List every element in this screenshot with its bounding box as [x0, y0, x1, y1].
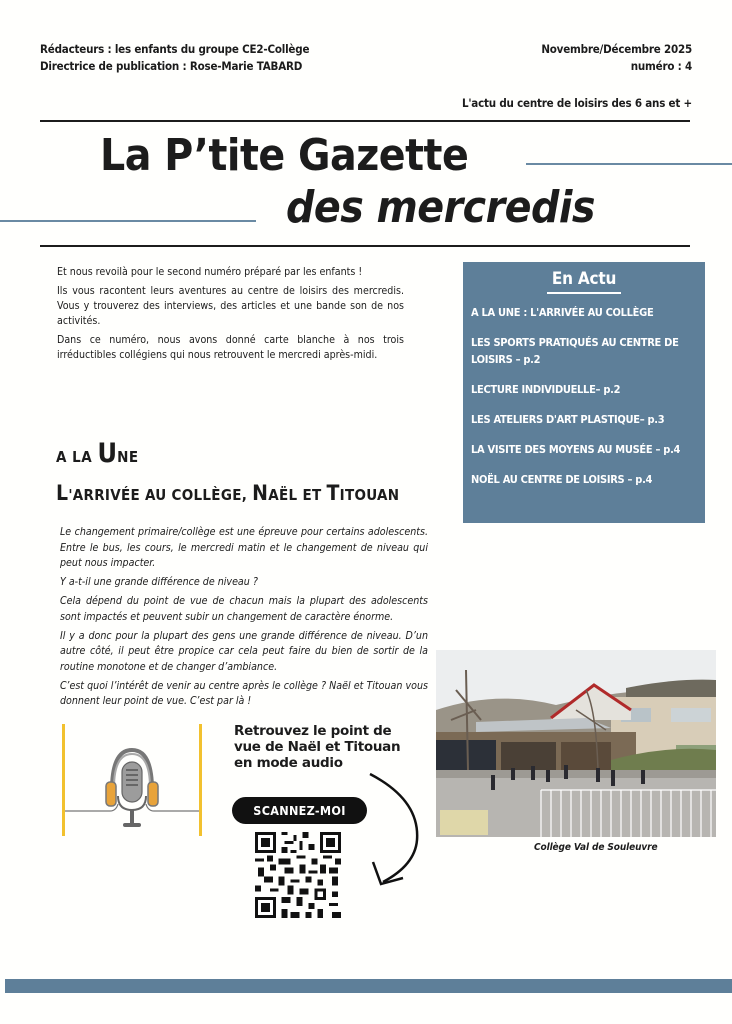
masthead-blue-rule-left	[0, 220, 256, 222]
tagline: L'actu du centre de loisirs des 6 ans et +	[461, 96, 692, 110]
audio-callout	[234, 723, 400, 771]
article-paragraph: Le changement primaire/collège est une épreuve pour certains adolescents. Entre le bus, les cours, le mercredi matin et le changement de niveau qui peut nous impacter.	[60, 526, 428, 569]
headphones-microphone-icon	[60, 724, 204, 836]
section-heading-une	[56, 438, 139, 469]
une-prefix: A LA	[56, 448, 98, 466]
article-paragraph: Il y a donc pour la plupart des gens une grande différence de niveau. D’un autre côté, il peut être propice car cela peut faire du bien de sortir de la routine monotone et de changer d’ambiance.	[60, 629, 428, 673]
footer-bar	[5, 979, 732, 993]
article-body	[60, 525, 428, 713]
curved-arrow-icon	[365, 770, 435, 895]
college-photo	[436, 650, 716, 837]
audio-callout-line: Retrouvez le point de	[234, 723, 392, 739]
masthead-subtitle: des mercredis	[286, 182, 595, 233]
title-text: 'ARRIVÉE AU COLLÈGE,	[68, 486, 253, 504]
title-cap: N	[252, 481, 269, 505]
issue-date: Novembre/Décembre 2025	[541, 42, 692, 56]
editors-line: Rédacteurs : les enfants du groupe CE2-Collège	[40, 42, 310, 56]
en-actu-item[interactable]: LA VISITE DES MOYENS AU MUSÉE – p.4	[471, 443, 681, 456]
photo-caption: Collège Val de Souleuvre	[534, 842, 658, 853]
title-text: AËL ET	[268, 486, 327, 504]
title-text: ITOUAN	[339, 486, 400, 504]
masthead-top-rule	[40, 120, 690, 122]
en-actu-item[interactable]: NOËL AU CENTRE DE LOISIRS – p.4	[471, 473, 653, 486]
audio-callout-line: vue de Naël et Titouan	[234, 739, 401, 755]
article-paragraph: C’est quoi l’intérêt de venir au centre après le collège ? Naël et Titouan vous donnent leur point de vue. C’est par là !	[60, 679, 428, 707]
une-initial: U	[97, 438, 118, 469]
director-line: Directrice de publication : Rose-Marie TABARD	[40, 59, 303, 73]
en-actu-box	[463, 262, 705, 523]
issue-number: numéro : 4	[630, 59, 692, 73]
qr-code[interactable]	[255, 832, 341, 918]
une-suffix: NE	[117, 448, 139, 466]
scan-me-badge[interactable]: SCANNEZ-MOI	[232, 797, 367, 824]
intro-paragraph: Et nous revoilà pour le second numéro préparé par les enfants !	[57, 266, 363, 278]
title-cap: L	[56, 481, 69, 505]
podcast-illustration	[60, 724, 204, 836]
en-actu-item[interactable]: A LA UNE : L'ARRIVÉE AU COLLÈGE	[471, 306, 654, 319]
intro-text	[57, 265, 404, 367]
en-actu-item[interactable]: LECTURE INDIVIDUELLE– p.2	[471, 383, 621, 396]
masthead-bottom-rule	[40, 245, 690, 247]
masthead-title: La P’tite Gazette	[100, 130, 469, 181]
en-actu-list	[463, 304, 705, 488]
masthead-blue-rule-right	[526, 163, 732, 165]
article-paragraph: Cela dépend du point de vue de chacun mais la plupart des adolescents sont impactés et peuvent subir un changement de caractère énorme.	[60, 595, 428, 623]
en-actu-underline	[547, 292, 621, 294]
header-credits	[40, 41, 309, 75]
header-issue	[541, 41, 692, 75]
intro-paragraph: Dans ce numéro, nous avons donné carte blanche à nos trois irréductibles collégiens qui nous retrouvent le mercredi après-midi.	[57, 334, 404, 361]
article-title	[56, 481, 399, 505]
intro-paragraph: Ils vous racontent leurs aventures au centre de loisirs des mercredis. Vous y trouverez des interviews, des articles et une bande son de nos activités.	[57, 285, 404, 327]
en-actu-item[interactable]: LES ATELIERS D'ART PLASTIQUE– p.3	[471, 413, 665, 426]
en-actu-title: En Actu	[551, 269, 617, 289]
article-paragraph: Y a-t-il une grande différence de niveau ?	[60, 576, 258, 588]
audio-callout-line: en mode audio	[234, 755, 343, 771]
title-cap: T	[326, 481, 340, 505]
en-actu-item[interactable]: LES SPORTS PRATIQUÉS AU CENTRE DE LOISIRS – p.2	[471, 336, 679, 366]
